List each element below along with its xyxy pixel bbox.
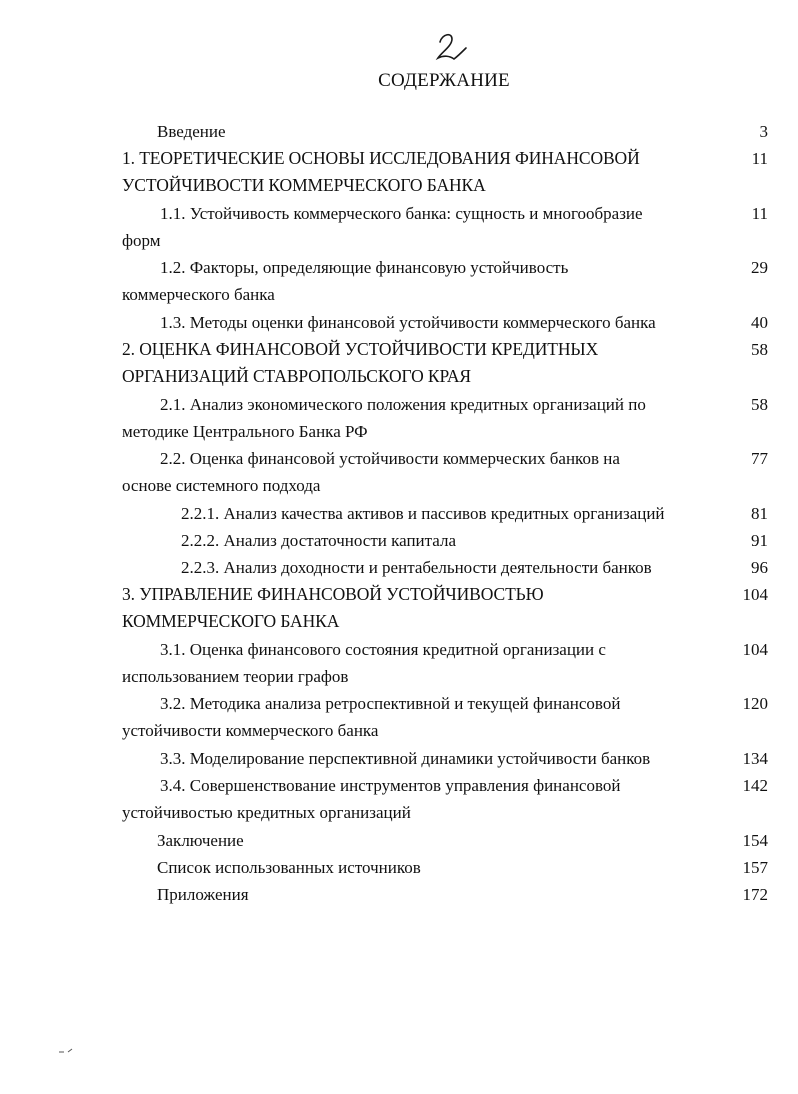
toc-page-number: 157	[742, 858, 768, 877]
toc-entry-chapter-2-cont	[0, 363, 798, 390]
toc-entry-text: 3.1. Оценка финансового состояния кредитной организации с	[160, 640, 606, 659]
toc-entry-section-3-4-cont	[0, 799, 798, 826]
toc-entry-text: Список использованных источников	[157, 858, 421, 877]
toc-entry-subsection-2-2-3	[0, 554, 798, 581]
toc-entry-text: основе системного подхода	[122, 476, 321, 495]
handwritten-page-number	[430, 30, 474, 66]
toc-page-number: 3	[759, 122, 768, 141]
toc-entry-text: 2. ОЦЕНКА ФИНАНСОВОЙ УСТОЙЧИВОСТИ КРЕДИТНЫХ	[122, 339, 599, 359]
toc-entry-appendices	[0, 881, 798, 908]
toc-entry-text: коммерческого банка	[122, 285, 275, 304]
toc-entry-section-2-2-cont	[0, 472, 798, 499]
toc-entry-text: 3. УПРАВЛЕНИЕ ФИНАНСОВОЙ УСТОЙЧИВОСТЬЮ	[122, 584, 544, 604]
toc-entry-text: 1.2. Факторы, определяющие финансовую устойчивость	[160, 258, 569, 277]
toc-page-number: 29	[751, 258, 768, 277]
toc-page-number: 104	[742, 640, 768, 659]
toc-entry-text: Приложения	[157, 885, 249, 904]
toc-page-number: 77	[751, 449, 768, 468]
toc-entry-text: методике Центрального Банка РФ	[122, 422, 368, 441]
toc-entry-text: 2.1. Анализ экономического положения кредитных организаций по	[160, 395, 646, 414]
toc-entry-section-2-1-cont	[0, 418, 798, 445]
toc-entry-text: устойчивостью кредитных организаций	[122, 803, 411, 822]
toc-entry-section-1-1	[0, 200, 798, 227]
toc-entry-text: 1.1. Устойчивость коммерческого банка: сущность и многообразие	[160, 204, 643, 223]
toc-entry-section-1-3	[0, 309, 798, 336]
toc-entry-chapter-3-cont	[0, 608, 798, 635]
toc-entry-text: ОРГАНИЗАЦИЙ СТАВРОПОЛЬСКОГО КРАЯ	[122, 366, 471, 386]
toc-entry-section-3-2	[0, 690, 798, 717]
toc-entry-text: 2.2.2. Анализ достаточности капитала	[181, 531, 457, 550]
toc-page-number: 104	[742, 585, 768, 604]
toc-entry-text: 1.3. Методы оценки финансовой устойчивости коммерческого банка	[160, 313, 656, 332]
toc-page-number: 58	[751, 395, 768, 414]
toc-page-number: 58	[751, 340, 768, 359]
toc-entry-introduction	[0, 118, 798, 145]
toc-entry-section-1-2-cont	[0, 281, 798, 308]
page-title: СОДЕРЖАНИЕ	[378, 70, 510, 91]
toc-entry-section-3-1-cont	[0, 663, 798, 690]
toc-entry-text: форм	[122, 231, 161, 250]
toc-page-number: 154	[742, 831, 768, 850]
toc-entry-chapter-2	[0, 336, 798, 363]
scan-artifact	[58, 1046, 74, 1054]
toc-page-number: 172	[742, 885, 768, 904]
toc-page-number: 40	[751, 313, 768, 332]
toc-entry-text: 2.2. Оценка финансовой устойчивости коммерческих банков на	[160, 449, 620, 468]
toc-entry-text: устойчивости коммерческого банка	[122, 721, 379, 740]
toc-entry-text: 3.4. Совершенствование инструментов управления финансовой	[160, 776, 621, 795]
toc-entry-text: 3.3. Моделирование перспективной динамики устойчивости банков	[160, 749, 651, 768]
toc-entry-section-2-2	[0, 445, 798, 472]
toc-entry-section-3-3	[0, 745, 798, 772]
toc-entry-text: 3.2. Методика анализа ретроспективной и текущей финансовой	[160, 694, 621, 713]
toc-entry-text: использованием теории графов	[122, 667, 349, 686]
toc-entry-text: Введение	[157, 122, 226, 141]
toc-page-number: 120	[742, 694, 768, 713]
toc-page-number: 134	[742, 749, 768, 768]
toc-page-number: 142	[742, 776, 768, 795]
toc-entry-subsection-2-2-2	[0, 527, 798, 554]
toc-entry-text: 1. ТЕОРЕТИЧЕСКИЕ ОСНОВЫ ИССЛЕДОВАНИЯ ФИНАНСОВОЙ	[122, 148, 640, 168]
toc-entry-chapter-3	[0, 581, 798, 608]
toc-page-number: 96	[751, 558, 768, 577]
toc-entry-text: Заключение	[157, 831, 244, 850]
toc-entry-chapter-1-cont	[0, 172, 798, 199]
toc-entry-text: УСТОЙЧИВОСТИ КОММЕРЧЕСКОГО БАНКА	[122, 175, 486, 195]
toc-page-number: 81	[751, 504, 768, 523]
toc-entry-section-1-2	[0, 254, 798, 281]
toc-entry-section-3-1	[0, 636, 798, 663]
toc-page-number: 11	[751, 149, 768, 168]
toc-entry-section-2-1	[0, 391, 798, 418]
toc-entry-chapter-1	[0, 145, 798, 172]
toc-entry-text: 2.2.1. Анализ качества активов и пассивов кредитных организаций	[181, 504, 665, 523]
toc-entry-conclusion	[0, 827, 798, 854]
toc-entry-section-3-4	[0, 772, 798, 799]
toc-entry-text: 2.2.3. Анализ доходности и рентабельности деятельности банков	[181, 558, 652, 577]
toc-entry-references	[0, 854, 798, 881]
toc-entry-section-3-2-cont	[0, 717, 798, 744]
toc-entry-subsection-2-2-1	[0, 500, 798, 527]
toc-page-number: 11	[751, 204, 768, 223]
toc-entry-section-1-1-cont	[0, 227, 798, 254]
toc-page-number: 91	[751, 531, 768, 550]
toc-entry-text: КОММЕРЧЕСКОГО БАНКА	[122, 611, 340, 631]
